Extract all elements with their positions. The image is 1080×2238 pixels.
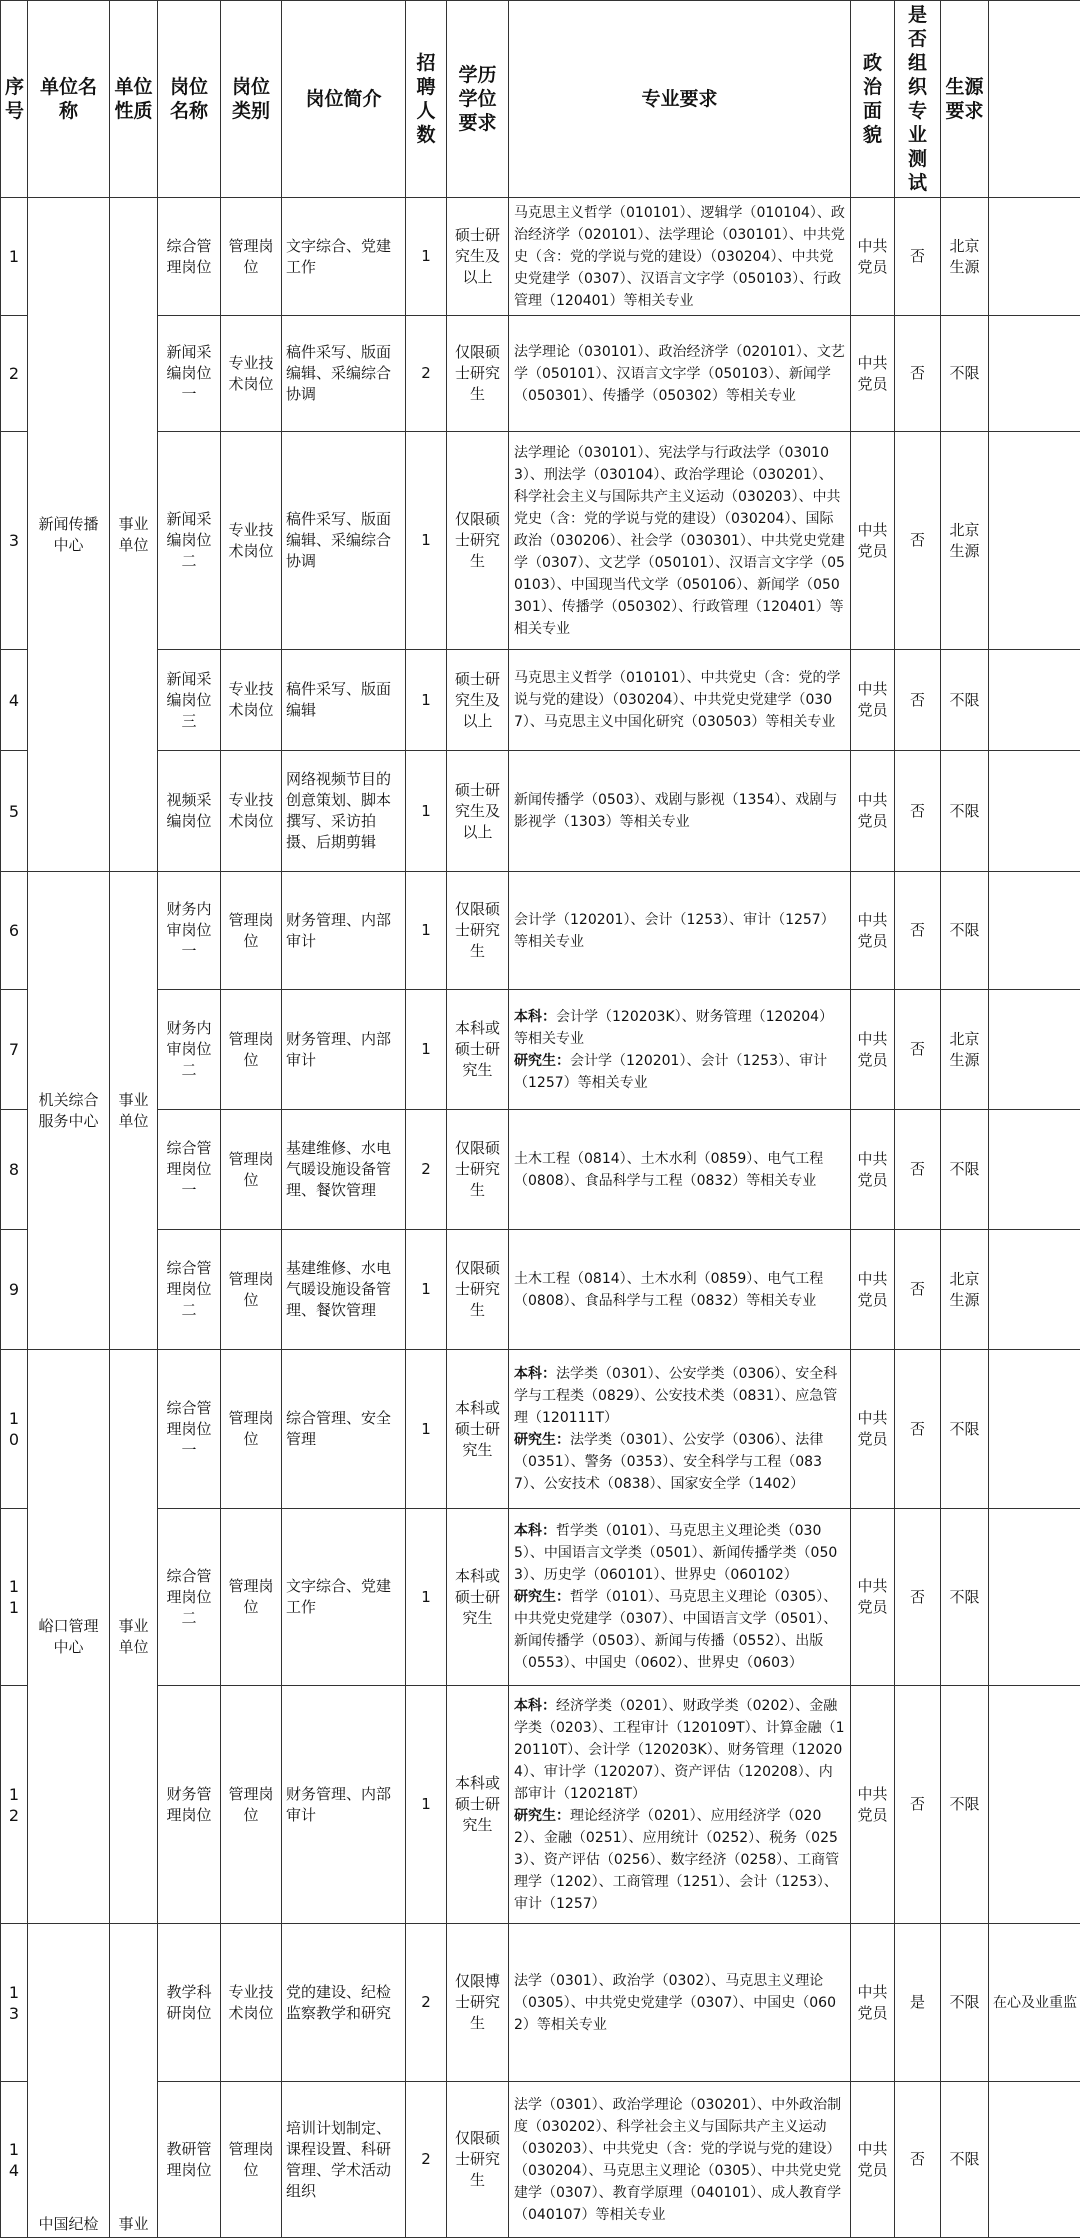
cell-post-name: 教学科研岗位 (158, 1924, 221, 2082)
cell-post-name: 综合管理岗位 (158, 198, 221, 316)
header-test: 是否组织专业测试 (895, 1, 941, 198)
cell-post-name: 综合管理岗位一 (158, 1350, 221, 1509)
cell-political: 中共党员 (851, 198, 895, 316)
cell-post-intro: 培训计划制定、课程设置、科研管理、学术活动组织 (282, 2082, 406, 2238)
cell-test: 否 (895, 432, 941, 650)
cell-seq: 5 (1, 751, 28, 872)
cell-test: 否 (895, 650, 941, 751)
cell-count: 1 (406, 1509, 447, 1686)
cell-major: 新闻传播学（0503）、戏剧与影视（1354）、戏剧与影视学（1303）等相关专业 (509, 751, 851, 872)
cell-count: 2 (406, 2082, 447, 2238)
cell-seq: 6 (1, 872, 28, 990)
cell-test: 否 (895, 1686, 941, 1924)
header-post-intro: 岗位简介 (282, 1, 406, 198)
cell-degree: 硕士研究生及以上 (447, 198, 509, 316)
cell-post-intro: 基建维修、水电气暖设施设备管理、餐饮管理 (282, 1230, 406, 1350)
cell-post-name: 综合管理岗位一 (158, 1110, 221, 1230)
cell-post-name: 视频采编岗位 (158, 751, 221, 872)
cell-political: 中共党员 (851, 1110, 895, 1230)
cell-post-type: 专业技术岗位 (221, 432, 282, 650)
cell-origin: 不限 (941, 1350, 989, 1509)
major-undergrad: 哲学类（0101）、马克思主义理论类（0305）、中国语言文学类（0501）、新闻传播学类（0503）、历史学（060101）、世界史（060102） (514, 1523, 837, 1583)
cell-extra (989, 1110, 1080, 1230)
table-row (1, 2082, 1080, 2238)
cell-post-name: 新闻采编岗位一 (158, 316, 221, 432)
cell-origin: 北京生源 (941, 1230, 989, 1350)
cell-test: 否 (895, 316, 941, 432)
cell-degree: 仅限博士研究生 (447, 1924, 509, 2082)
cell-post-name: 综合管理岗位二 (158, 1230, 221, 1350)
cell-count: 1 (406, 1230, 447, 1350)
cell-post-name: 教研管理岗位 (158, 2082, 221, 2238)
major-undergrad: 经济学类（0201）、财政学类（0202）、金融学类（0203）、工程审计（120109T）、计算金融（120110T）、会计学（120203K）、财务管理（120204）、审计学（120207）、资产评估（120208）、内部审计（120218T） (514, 1698, 845, 1802)
cell-test: 否 (895, 1509, 941, 1686)
cell-post-intro: 综合管理、安全管理 (282, 1350, 406, 1509)
cell-post-intro: 稿件采写、版面编辑 (282, 650, 406, 751)
cell-count: 1 (406, 650, 447, 751)
cell-post-type: 管理岗位 (221, 1509, 282, 1686)
cell-extra (989, 1509, 1080, 1686)
cell-extra (989, 751, 1080, 872)
cell-seq: 14 (1, 2082, 28, 2238)
cell-seq: 2 (1, 316, 28, 432)
table-row (1, 751, 1080, 872)
header-post-type: 岗位类别 (221, 1, 282, 198)
label-undergrad: 本科： (514, 1523, 556, 1539)
cell-test: 否 (895, 751, 941, 872)
cell-test: 否 (895, 872, 941, 990)
cell-origin: 不限 (941, 1509, 989, 1686)
cell-major: 会计学（120201）、会计（1253）、审计（1257）等相关专业 (509, 872, 851, 990)
cell-test: 否 (895, 990, 941, 1110)
cell-origin: 不限 (941, 1924, 989, 2082)
cell-extra (989, 990, 1080, 1110)
cell-post-type: 管理岗位 (221, 990, 282, 1110)
label-graduate: 研究生： (514, 1808, 570, 1824)
cell-test: 是 (895, 1924, 941, 2082)
table-row (1, 1110, 1080, 1230)
cell-degree: 本科或硕士研究生 (447, 1686, 509, 1924)
cell-unit-name: 中国纪检 (28, 1924, 110, 2238)
cell-origin: 不限 (941, 872, 989, 990)
cell-post-type: 管理岗位 (221, 1110, 282, 1230)
cell-degree: 仅限硕士研究生 (447, 872, 509, 990)
cell-test: 否 (895, 2082, 941, 2238)
cell-political: 中共党员 (851, 650, 895, 751)
cell-extra (989, 198, 1080, 316)
cell-post-intro: 文字综合、党建工作 (282, 198, 406, 316)
cell-major: 马克思主义哲学（010101）、中共党史（含：党的学说与党的建设）（030204）、中共党史党建学（0307）、马克思主义中国化研究（030503）等相关专业 (509, 650, 851, 751)
cell-political: 中共党员 (851, 1924, 895, 2082)
major-graduate: 会计学（120201）、会计（1253）、审计（1257）等相关专业 (514, 1053, 827, 1091)
header-political: 政治面貌 (851, 1, 895, 198)
label-graduate: 研究生： (514, 1432, 570, 1448)
cell-seq: 7 (1, 990, 28, 1110)
cell-degree: 仅限硕士研究生 (447, 2082, 509, 2238)
cell-post-type: 专业技术岗位 (221, 751, 282, 872)
cell-major: 法学理论（030101）、政治经济学（020101）、文艺学（050101）、汉语言文字学（050103）、新闻学（050301）、传播学（050302）等相关专业 (509, 316, 851, 432)
label-undergrad: 本科： (514, 1366, 556, 1382)
major-graduate: 哲学（0101）、马克思主义理论（0305）、中共党史党建学（0307）、中国语言文学（0501）、新闻传播学（0503）、新闻与传播（0552）、出版（0553）、中国史（0602）、世界史（0603） (514, 1589, 837, 1671)
table-row (1, 650, 1080, 751)
cell-political: 中共党员 (851, 2082, 895, 2238)
cell-seq: 9 (1, 1230, 28, 1350)
cell-count: 1 (406, 432, 447, 650)
cell-degree: 硕士研究生及以上 (447, 751, 509, 872)
cell-post-name: 新闻采编岗位二 (158, 432, 221, 650)
cell-origin: 不限 (941, 1110, 989, 1230)
cell-extra (989, 1686, 1080, 1924)
cell-post-type: 管理岗位 (221, 2082, 282, 2238)
cell-origin: 不限 (941, 1686, 989, 1924)
cell-major (509, 1686, 851, 1924)
cell-extra: 在心及业重监 (989, 1924, 1080, 2082)
cell-unit-name: 新闻传播中心 (28, 198, 110, 872)
cell-degree: 仅限硕士研究生 (447, 432, 509, 650)
major-graduate: 理论经济学（0201）、应用经济学（0202）、金融（0251）、应用统计（0252）、税务（0253）、资产评估（0256）、数字经济（0258）、工商管理学（1202）、工商管理（1251）、会计（1253）、审计（1257） (514, 1808, 839, 1912)
cell-degree: 仅限硕士研究生 (447, 1230, 509, 1350)
cell-seq: 4 (1, 650, 28, 751)
cell-seq: 8 (1, 1110, 28, 1230)
cell-unit-type: 事业单位 (110, 198, 158, 872)
table-row (1, 1686, 1080, 1924)
table-row (1, 990, 1080, 1110)
cell-post-type: 专业技术岗位 (221, 1924, 282, 2082)
cell-unit-type: 事业 (110, 1924, 158, 2238)
cell-count: 1 (406, 1350, 447, 1509)
header-major: 专业要求 (509, 1, 851, 198)
header-post-name: 岗位名称 (158, 1, 221, 198)
cell-major: 土木工程（0814）、土木水利（0859）、电气工程（0808）、食品科学与工程（0832）等相关专业 (509, 1110, 851, 1230)
cell-major: 法学（0301）、政治学（0302）、马克思主义理论（0305）、中共党史党建学（0307）、中国史（0602）等相关专业 (509, 1924, 851, 2082)
cell-political: 中共党员 (851, 1350, 895, 1509)
cell-major (509, 990, 851, 1110)
header-extra (989, 1, 1080, 198)
table-row (1, 1509, 1080, 1686)
cell-political: 中共党员 (851, 872, 895, 990)
cell-extra (989, 1230, 1080, 1350)
cell-origin: 不限 (941, 316, 989, 432)
cell-post-type: 专业技术岗位 (221, 316, 282, 432)
cell-post-intro: 财务管理、内部审计 (282, 990, 406, 1110)
table-row (1, 198, 1080, 316)
cell-major: 马克思主义哲学（010101）、逻辑学（010104）、政治经济学（020101）、法学理论（030101）、中共党史（含：党的学说与党的建设）（030204）、中共党史党建学（0307）、汉语言文字学（050103）、行政管理（120401）等相关专业 (509, 198, 851, 316)
cell-extra (989, 1350, 1080, 1509)
cell-political: 中共党员 (851, 1230, 895, 1350)
cell-test: 否 (895, 1350, 941, 1509)
cell-count: 2 (406, 316, 447, 432)
cell-post-name: 财务管理岗位 (158, 1686, 221, 1924)
cell-major: 土木工程（0814）、土木水利（0859）、电气工程（0808）、食品科学与工程（0832）等相关专业 (509, 1230, 851, 1350)
header-unit-type: 单位性质 (110, 1, 158, 198)
cell-post-name: 财务内审岗位一 (158, 872, 221, 990)
cell-post-type: 管理岗位 (221, 1686, 282, 1924)
cell-major: 法学理论（030101）、宪法学与行政法学（030103）、刑法学（030104）、政治学理论（030201）、科学社会主义与国际共产主义运动（030203）、中共党史（含：党的学说与党的建设）（030204）、国际政治（030206）、社会学（030301）、中共党史党建学（0307）、文艺学（050101）、汉语言文字学（050103）、中国现当代文学（050106）、新闻学（050301）、传播学（050302）、行政管理（120401）等相关专业 (509, 432, 851, 650)
cell-origin: 北京生源 (941, 990, 989, 1110)
cell-origin: 不限 (941, 650, 989, 751)
cell-political: 中共党员 (851, 1509, 895, 1686)
major-undergrad: 会计学（120203K）、财务管理（120204）等相关专业 (514, 1009, 833, 1047)
cell-post-intro: 稿件采写、版面编辑、采编综合协调 (282, 432, 406, 650)
cell-post-name: 新闻采编岗位三 (158, 650, 221, 751)
label-undergrad: 本科： (514, 1009, 556, 1025)
cell-seq: 13 (1, 1924, 28, 2082)
major-graduate: 法学类（0301）、公安学（0306）、法律（0351）、警务（0353）、安全科学与工程（0837）、公安技术（0838）、国家安全学（1402） (514, 1432, 823, 1492)
label-undergrad: 本科： (514, 1698, 556, 1714)
cell-degree: 仅限硕士研究生 (447, 1110, 509, 1230)
header-row (1, 1, 1080, 198)
cell-political: 中共党员 (851, 432, 895, 650)
table-row (1, 432, 1080, 650)
cell-unit-name: 峪口管理中心 (28, 1350, 110, 1924)
cell-major (509, 1350, 851, 1509)
header-count: 招聘人数 (406, 1, 447, 198)
cell-post-intro: 基建维修、水电气暖设施设备管理、餐饮管理 (282, 1110, 406, 1230)
cell-degree: 仅限硕士研究生 (447, 316, 509, 432)
table-row (1, 872, 1080, 990)
cell-major: 法学（0301）、政治学理论（030201）、中外政治制度（030202）、科学社会主义与国际共产主义运动（030203）、中共党史（含：党的学说与党的建设）（030204）、马克思主义理论（0305）、中共党史党建学（0307）、教育学原理（040101）、成人教育学（040107）等相关专业 (509, 2082, 851, 2238)
cell-count: 2 (406, 1110, 447, 1230)
cell-post-intro: 网络视频节目的创意策划、脚本撰写、采访拍摄、后期剪辑 (282, 751, 406, 872)
label-graduate: 研究生： (514, 1053, 570, 1069)
major-undergrad: 法学类（0301）、公安学类（0306）、安全科学与工程类（0829）、公安技术类（0831）、应急管理（120111T） (514, 1366, 837, 1426)
cell-seq: 11 (1, 1509, 28, 1686)
cell-test: 否 (895, 1230, 941, 1350)
cell-political: 中共党员 (851, 990, 895, 1110)
cell-origin: 不限 (941, 2082, 989, 2238)
cell-political: 中共党员 (851, 751, 895, 872)
table-row (1, 1350, 1080, 1509)
cell-extra (989, 432, 1080, 650)
cell-post-intro: 财务管理、内部审计 (282, 872, 406, 990)
cell-extra (989, 872, 1080, 990)
cell-post-type: 管理岗位 (221, 1230, 282, 1350)
cell-origin: 北京生源 (941, 198, 989, 316)
cell-post-intro: 稿件采写、版面编辑、采编综合协调 (282, 316, 406, 432)
cell-political: 中共党员 (851, 1686, 895, 1924)
cell-degree: 本科或硕士研究生 (447, 1350, 509, 1509)
cell-post-name: 财务内审岗位二 (158, 990, 221, 1110)
cell-extra (989, 316, 1080, 432)
cell-count: 1 (406, 1686, 447, 1924)
table-row (1, 1924, 1080, 2082)
cell-seq: 12 (1, 1686, 28, 1924)
cell-post-intro: 党的建设、纪检监察教学和研究 (282, 1924, 406, 2082)
cell-post-intro: 文字综合、党建工作 (282, 1509, 406, 1686)
cell-count: 1 (406, 751, 447, 872)
cell-test: 否 (895, 1110, 941, 1230)
cell-degree: 本科或硕士研究生 (447, 1509, 509, 1686)
cell-count: 2 (406, 1924, 447, 2082)
cell-seq: 1 (1, 198, 28, 316)
label-graduate: 研究生： (514, 1589, 570, 1605)
cell-post-type: 管理岗位 (221, 1350, 282, 1509)
cell-political: 中共党员 (851, 316, 895, 432)
header-unit-name: 单位名称 (28, 1, 110, 198)
cell-count: 1 (406, 198, 447, 316)
cell-unit-type: 事业单位 (110, 1350, 158, 1924)
cell-count: 1 (406, 990, 447, 1110)
cell-post-name: 综合管理岗位二 (158, 1509, 221, 1686)
table-row (1, 316, 1080, 432)
cell-test: 否 (895, 198, 941, 316)
cell-degree: 硕士研究生及以上 (447, 650, 509, 751)
cell-extra (989, 2082, 1080, 2238)
cell-degree: 本科或硕士研究生 (447, 990, 509, 1110)
cell-seq: 3 (1, 432, 28, 650)
cell-extra (989, 650, 1080, 751)
cell-post-type: 管理岗位 (221, 872, 282, 990)
cell-unit-type: 事业单位 (110, 872, 158, 1350)
cell-origin: 北京生源 (941, 432, 989, 650)
cell-post-intro: 财务管理、内部审计 (282, 1686, 406, 1924)
table-row (1, 1230, 1080, 1350)
cell-post-type: 管理岗位 (221, 198, 282, 316)
cell-count: 1 (406, 872, 447, 990)
cell-unit-name: 机关综合服务中心 (28, 872, 110, 1350)
cell-post-type: 专业技术岗位 (221, 650, 282, 751)
cell-origin: 不限 (941, 751, 989, 872)
header-origin: 生源要求 (941, 1, 989, 198)
header-degree: 学历学位要求 (447, 1, 509, 198)
header-seq: 序号 (1, 1, 28, 198)
cell-seq: 10 (1, 1350, 28, 1509)
cell-major (509, 1509, 851, 1686)
